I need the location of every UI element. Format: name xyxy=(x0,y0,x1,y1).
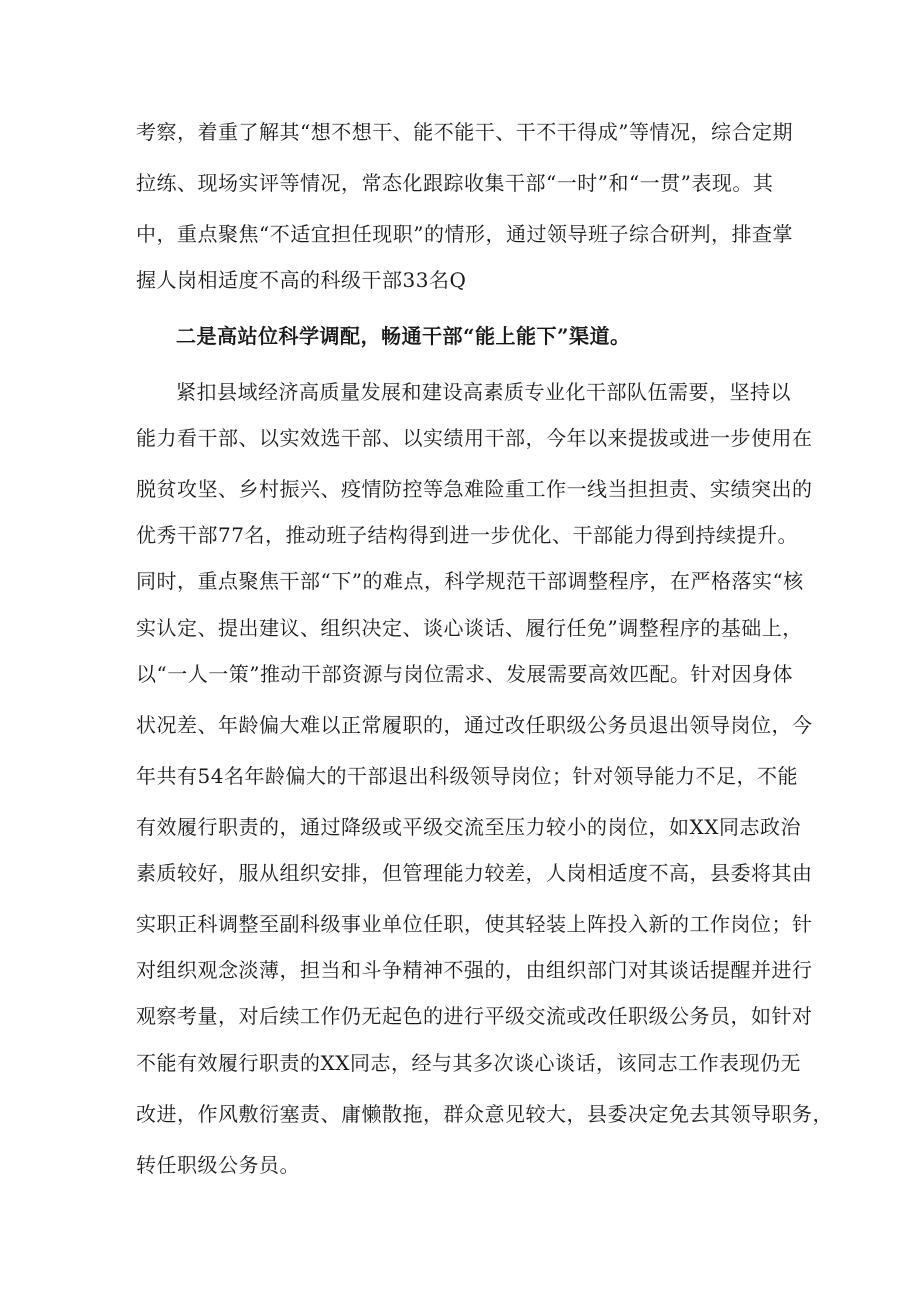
paragraph-2-line-11: 素质较好，服从组织安排，但管理能力较差，人岗相适度不高，县委将其由 xyxy=(136,861,813,885)
paragraph-1-line-4: 握人岗相适度不高的科级干部33名Q xyxy=(136,268,467,292)
paragraph-2-line-16: 改进，作风敷衍塞责、庸懒散拖，群众意见较大，县委决定免去其领导职务， xyxy=(136,1102,833,1126)
paragraph-1-line-3: 中，重点聚焦“不适宜担任现职”的情形，通过领导班子综合研判，排查掌 xyxy=(136,222,793,246)
paragraph-1-line-1: 考察，着重了解其“想不想干、能不能干、干不干得成”等情况，综合定期 xyxy=(136,120,793,144)
paragraph-2-line-5: 同时，重点聚焦干部“下”的难点，科学规范干部调整程序，在严格落实“核 xyxy=(136,569,804,593)
paragraph-2-line-13: 对组织观念淡薄，担当和斗争精神不强的，由组织部门对其谈话提醒并进行 xyxy=(136,958,813,982)
paragraph-2-line-9: 年共有54名年龄偏大的干部退出科级领导岗位；针对领导能力不足，不能 xyxy=(136,764,798,788)
paragraph-2-line-4: 优秀干部77名，推动班子结构得到进一步优化、干部能力得到持续提升。 xyxy=(136,523,798,547)
paragraph-2-line-3: 脱贫攻坚、乡村振兴、疫情防控等急难险重工作一线当担担责、实绩突出的 xyxy=(136,477,813,501)
paragraph-2-line-7: 以“一人一策”推动干部资源与岗位需求、发展需要高效匹配。针对因身体 xyxy=(136,662,793,686)
paragraph-2-line-15: 不能有效履行职责的XX同志，经与其多次谈心谈话，该同志工作表现仍无 xyxy=(136,1051,801,1075)
paragraph-2-line-12: 实职正科调整至副科级事业单位任职，使其轻装上阵投入新的工作岗位；针 xyxy=(136,912,813,936)
paragraph-2-line-1: 紧扣县域经济高质量发展和建设高素质专业化干部队伍需要，坚持以 xyxy=(176,380,791,404)
paragraph-1-line-2: 拉练、现场实评等情况，常态化跟踪收集干部“一时”和“一贯”表现。其 xyxy=(136,171,774,195)
paragraph-2-line-2: 能力看干部、以实效选干部、以实绩用干部，今年以来提拔或进一步使用在 xyxy=(136,426,813,450)
paragraph-2-line-6: 实认定、提出建议、组织决定、谈心谈话、履行任免”调整程序的基础上， xyxy=(136,616,803,640)
paragraph-2-line-8: 状况差、年龄偏大难以正常履职的，通过改任职级公务员退出领导岗位，今 xyxy=(136,713,813,737)
paragraph-2-line-17: 转任职级公务员。 xyxy=(136,1153,300,1177)
paragraph-2-line-14: 观察考量，对后续工作仍无起色的进行平级交流或改任职级公务员，如针对 xyxy=(136,1004,813,1028)
section-heading: 二是高站位科学调配，畅通干部“能上能下”渠道。 xyxy=(176,324,631,348)
paragraph-2-line-10: 有效履行职责的，通过降级或平级交流至压力较小的岗位，如XX同志政治 xyxy=(136,815,801,839)
